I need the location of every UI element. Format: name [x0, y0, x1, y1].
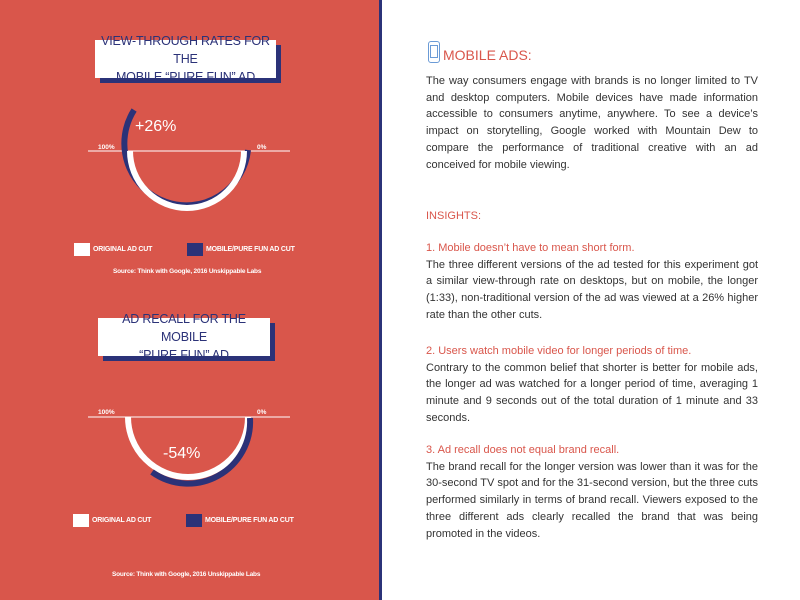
intro-paragraph: The way consumers engage with brands is no longer limited to TV and desktop computers. Mobile devices have made information accessible to consumers anytime, anywhere. To see a device’s impact on storytelling, Google worked with Mountain Dew to compare the performance of traditional creative with an ad conceived for mobile viewing. — [426, 75, 758, 171]
chart1-title-line2: MOBILE “PURE FUN” AD — [115, 70, 256, 84]
chart1-original-arc — [130, 151, 244, 208]
insight-1-body: The three different versions of the ad tested for this experiment got a similar view-through rate on desktops, but on mobile, the longer (1:33), non-traditional version of the ad was viewed at a 26% higher rate than the other cuts. — [426, 258, 758, 321]
chart2-legend-mobile — [186, 514, 294, 527]
chart1 — [88, 110, 290, 208]
legend-swatch-white — [74, 243, 90, 256]
insight-3-title: 3. Ad recall does not equal brand recall. — [426, 444, 620, 456]
insight-1 — [426, 240, 758, 324]
insight-1-title: 1. Mobile doesn’t have to mean short form. — [426, 242, 635, 254]
insight-3 — [426, 442, 758, 542]
insights-heading: INSIGHTS: — [426, 210, 482, 222]
insight-2 — [426, 343, 758, 427]
chart1-tick-right: 0% — [257, 144, 267, 151]
chart1-legend-original — [74, 243, 152, 256]
mobile-phone-icon — [428, 41, 440, 63]
chart1-source: Source: Think with Google, 2016 Unskippable Labs — [113, 268, 262, 275]
legend-swatch-navy — [186, 514, 202, 527]
chart1-title-line1: VIEW-THROUGH RATES FOR THE — [101, 34, 270, 66]
panel-divider — [379, 0, 382, 600]
chart2-title-line1: AD RECALL FOR THE MOBILE — [122, 312, 246, 344]
chart1-legend-mobile — [187, 243, 295, 256]
insight-2-body: Contrary to the common belief that shorter is better for mobile ads, the longer ad was watched for a longer period of time, averaging 1 minute and 9 seconds out of the total duration of 1 minute and 33 seconds. — [426, 361, 758, 424]
legend-label-mobile: MOBILE/PURE FUN AD CUT — [205, 517, 294, 524]
legend-swatch-navy — [187, 243, 203, 256]
legend-swatch-white — [73, 514, 89, 527]
chart1-tick-left: 100% — [98, 144, 115, 151]
legend-label-mobile: MOBILE/PURE FUN AD CUT — [206, 246, 295, 253]
chart1-value-label: +26% — [135, 118, 177, 135]
chart2-tick-left: 100% — [98, 409, 115, 416]
section-heading: MOBILE ADS: — [443, 47, 532, 63]
chart2-legend-original — [73, 514, 151, 527]
legend-label-original: ORIGINAL AD CUT — [92, 517, 152, 524]
chart2-value-label: -54% — [163, 445, 201, 462]
charts-svg — [0, 0, 379, 600]
chart2-tick-right: 0% — [257, 409, 267, 416]
insight-3-body: The brand recall for the longer version was lower than it was for the 30-second TV spot and for the 31-second version, but the three cuts performed similarly in terms of brand recall. Viewers exposed to the three different ads clearly recalled the brand that was being promoted in the videos. — [426, 460, 758, 540]
insight-2-title: 2. Users watch mobile video for longer periods of time. — [426, 345, 692, 357]
chart2-source: Source: Think with Google, 2016 Unskippable Labs — [112, 571, 261, 578]
chart2 — [88, 409, 290, 484]
legend-label-original: ORIGINAL AD CUT — [93, 246, 153, 253]
chart2-title-line2: “PURE FUN” AD — [139, 348, 229, 362]
